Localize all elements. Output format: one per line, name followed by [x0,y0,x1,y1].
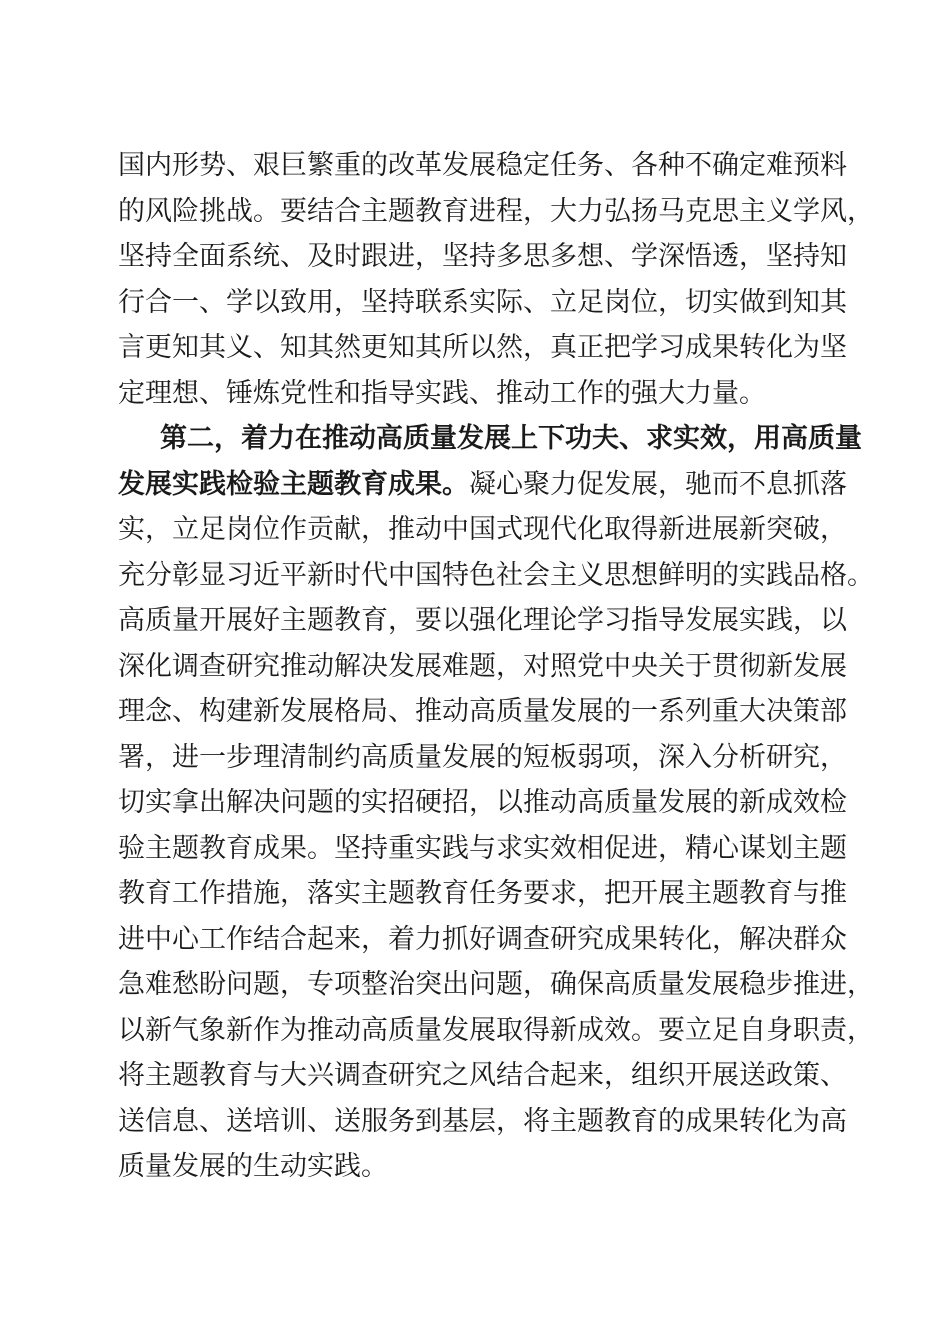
text-line: 进中心工作结合起来，着力抓好调查研究成果转化，解决群众 [118,923,847,955]
text-line: 深化调查研究推动解决发展难题，对照党中央关于贯彻新发展 [118,650,847,682]
text-line: 验主题教育成果。坚持重实践与求实效相促进，精心谋划主题 [118,832,847,864]
text-line: 高质量开展好主题教育，要以强化理论学习指导发展实践，以 [118,605,847,636]
text-line: 署，进一步理清制约高质量发展的短板弱项，深入分析研究， [118,741,847,773]
text-line: 坚持全面系统、及时跟进，坚持多思多想、学深悟透，坚持知 [118,241,847,272]
section-heading-line: 第二，着力在推动高质量发展上下功夫、求实效，用高质量 [160,423,862,454]
text-line: 定理想、锤炼党性和指导实践、推动工作的强大力量。 [118,377,766,409]
text-line: 理念、构建新发展格局、推动高质量发展的一系列重大决策部 [118,696,847,727]
text-line: 言更知其义、知其然更知其所以然，真正把学习成果转化为坚 [118,332,847,363]
text-line: 送信息、送培训、送服务到基层，将主题教育的成果转化为高 [118,1105,847,1137]
text-line [118,462,847,508]
paragraph-1 [118,143,874,416]
text-line: 充分彰显习近平新时代中国特色社会主义思想鲜明的实践品格。 [118,559,874,591]
text-line-rest: 凝心聚力促发展，驰而不息抓落 [469,468,847,500]
text-line: 实，立足岗位作贡献，推动中国式现代化取得新进展新突破， [118,514,847,545]
text-line: 以新气象新作为推动高质量发展取得新成效。要立足自身职责， [118,1014,874,1046]
text-line: 急难愁盼问题，专项整治突出问题，确保高质量发展稳步推进， [118,969,874,1000]
text-line: 教育工作措施，落实主题教育任务要求，把开展主题教育与推 [118,878,847,909]
document-body [118,143,874,1190]
text-line: 将主题教育与大兴调查研究之风结合起来，组织开展送政策、 [118,1060,847,1091]
paragraph-2 [118,416,874,1190]
text-line: 的风险挑战。要结合主题教育进程，大力弘扬马克思主义学风， [118,195,874,227]
text-line: 质量发展的生动实践。 [118,1151,388,1182]
text-line: 行合一、学以致用，坚持联系实际、立足岗位，切实做到知其 [118,286,847,318]
text-line: 国内形势、艰巨繁重的改革发展稳定任务、各种不确定难预料 [118,150,847,181]
section-heading-tail: 发展实践检验主题教育成果。 [118,468,469,500]
text-line: 切实拿出解决问题的实招硬招，以推动高质量发展的新成效检 [118,787,847,818]
